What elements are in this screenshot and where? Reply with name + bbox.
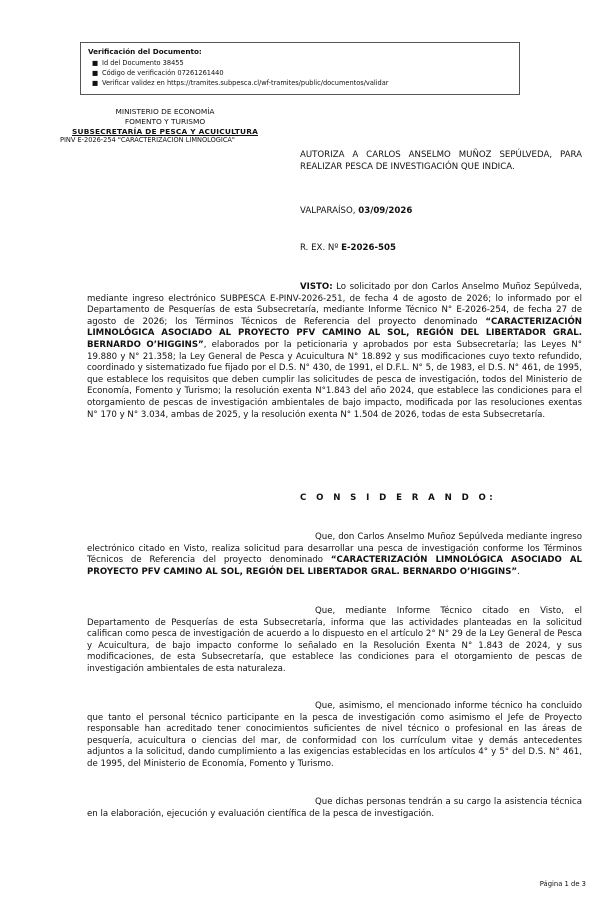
bullet-icon: ■ — [92, 79, 99, 87]
considerando-p4 — [87, 797, 582, 820]
pinv-reference: PINV E-2026-254 "CARACTERIZACIÓN LIMNOLÓGICA" — [60, 136, 235, 144]
rex-label: R. EX. Nº — [300, 243, 342, 253]
p1-end: . — [517, 566, 520, 577]
subsecretaria-name: SUBSECRETARÍA DE PESCA Y ACUICULTURA — [71, 127, 259, 136]
visto-label: VISTO: — [300, 282, 333, 292]
verification-title: Verificación del Documento: — [88, 47, 202, 56]
visto-paragraph — [87, 282, 582, 421]
rex-number: E-2026-505 — [341, 243, 396, 253]
bullet-icon: ■ — [92, 59, 99, 67]
verification-link[interactable]: Verificar validez en https://tramites.subpesca.cl/wf-tramites/public/documentos/validar — [102, 79, 389, 87]
considerando-p3 — [87, 701, 582, 771]
document-id: Id del Documento 38455 — [102, 59, 184, 67]
visto-text-a: Lo solicitado por don Carlos Anselmo Muñoz Sepúlveda, mediante ingreso electrónico SUBPESCA E-PINV-2026-251, de fecha 4 de agosto de 2026; lo informado por el Departamento de Pesquerías de esta Subsecretaría, mediante Informe Técnico N° E-2026-254, de fecha 27 de agosto de 2026; los Términos Técnicos de Referencia del proyecto denominado — [87, 282, 582, 327]
resolution-number-line — [300, 243, 582, 255]
resolution-subject: AUTORIZA A CARLOS ANSELMO MUÑOZ SEPÚLVEDA, PARA REALIZAR PESCA DE INVESTIGACIÓN QUE INDICA. — [300, 150, 582, 172]
p1-text: Que, don Carlos Anselmo Muñoz Sepúlveda mediante ingreso electrónico citado en Visto, realiza solicitud para desarrollar una pesca de investigación conforme los Términos Técnicos de Referencia del proyecto denominado — [87, 532, 582, 566]
considerando-heading: C O N S I D E R A N D O: — [300, 493, 497, 503]
page-number: Página 1 de 3 — [539, 880, 586, 888]
ministry-subname: FOMENTO Y TURISMO — [124, 117, 206, 126]
bullet-icon: ■ — [92, 69, 99, 77]
verification-code: Código de verificación 07261261440 — [102, 69, 224, 77]
resolution-date-line — [300, 206, 582, 218]
considerando-p2 — [87, 606, 582, 676]
visto-text-b: , elaborados por la peticionaria y aprobados por esta Subsecretaría; las Leyes N° 19.880 y N° 21.358; la Ley General de Pesca y Acuicultura N° 18.892 y sus modificaciones cuyo texto refundido, coordinado y sistematizado fue fijado por el D.S. N° 430, de 1991, el D.F.L. N° 5, de 1983, el D.S. N° 461, de 1995, que establece los requisitos que deben cumplir las solicitudes de pesca de investigación, todos del Ministerio de Economía, Fomento y Turismo; la resolución exenta N°1.843 del año 2024, que establece las condiciones para el otorgamiento de pescas de investigación ambientales de bajo impacto, modificada por las resoluciones exentas N° 170 y N° 3.034, ambas de 2025, y la resolución exenta N° 1.504 de 2026, todas de esta Subsecretaría. — [87, 339, 582, 420]
resolution-date: 03/09/2026 — [358, 206, 413, 216]
visto-project: “CARACTERIZACIÓN LIMNOLÓGICA ASOCIADO AL PROYECTO PFV CAMINO AL SOL, REGIÓN DEL LIBERTADOR GRAL. BERNARDO O’HIGGINS” — [87, 316, 582, 350]
place-label: VALPARAÍSO, — [300, 206, 359, 216]
p4-text: Que dichas personas tendrán a su cargo la asistencia técnica en la elaboración, ejecución y evaluación científica de la pesca de investigación. — [87, 797, 582, 819]
considerando-p1 — [87, 532, 582, 578]
ministry-name: MINISTERIO DE ECONOMÍA — [115, 107, 215, 116]
p2-text: Que, mediante Informe Técnico citado en Visto, el Departamento de Pesquerías de esta Subsecretaría, informa que las actividades planteadas en la solicitud califican como pesca de investigación de acuerdo a lo dispuesto en el artículo 2° N° 29 de la Ley General de Pesca y Acuicultura, de bajo impacto conforme lo señalado en la Resolución Exenta N° 1.843 de 2024, y sus modificaciones, de esta Subsecretaría, que establece las condiciones para el otorgamiento de pescas de investigación ambientales de esta naturaleza. — [87, 606, 582, 674]
p1-project: “CARACTERIZACIÓN LIMNOLÓGICA ASOCIADO AL PROYECTO PFV CAMINO AL SOL, REGIÓN DEL LIBERTADOR GRAL. BERNARDO O’HIGGINS” — [87, 555, 582, 577]
p3-text: Que, asimismo, el mencionado informe técnico ha concluido que tanto el personal técnico participante en la pesca de investigación como asimismo el Jefe de Proyecto responsable han acreditado tener conocimientos suficientes de nivel técnico o profesional en las áreas de pesquería, acuicultura o ciencias del mar, de conformidad con los currículum vitae y demás antecedentes adjuntos a la solicitud, dando cumplimiento a las exigencias establecidas en los artículos 4° y 5° del D.S. N° 461, de 1995, del Ministerio de Economía, Fomento y Turismo. — [87, 701, 582, 769]
